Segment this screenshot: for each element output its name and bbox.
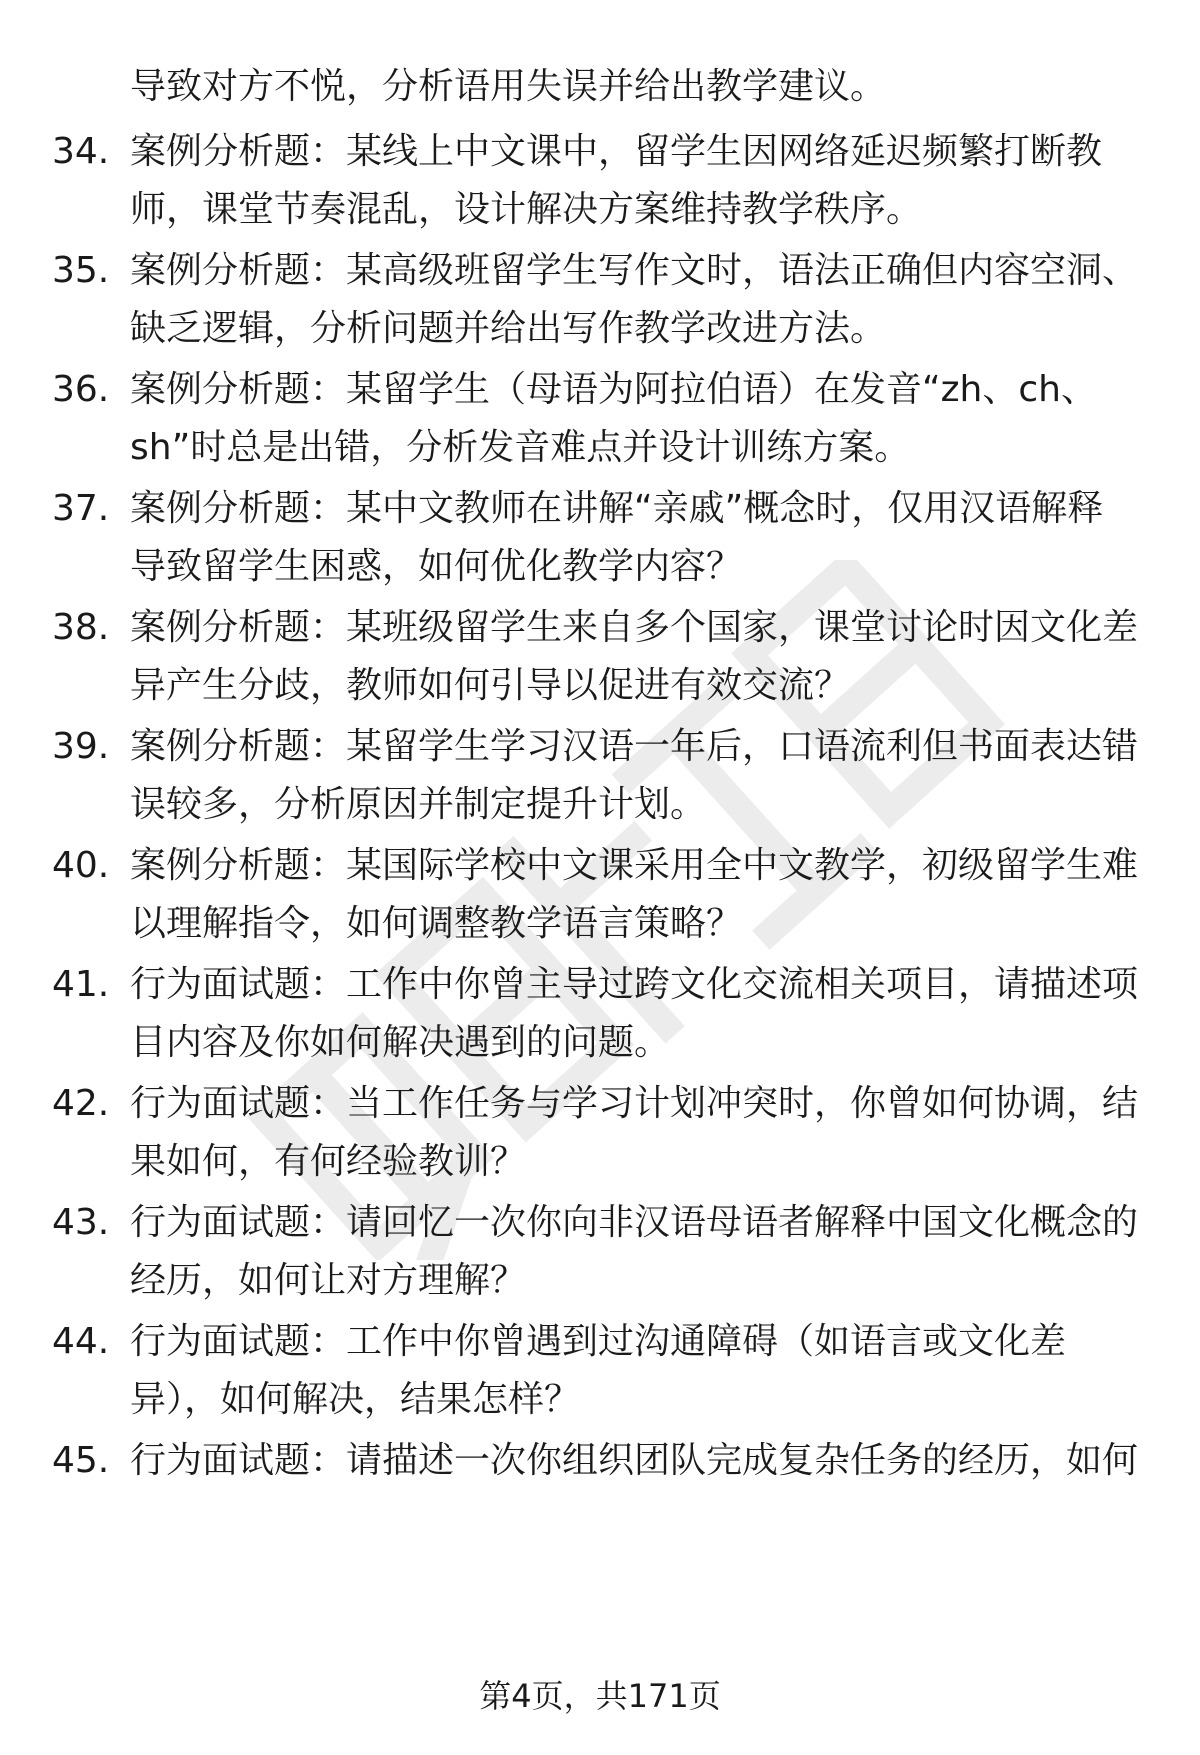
question-text	[130, 599, 1150, 715]
question-number: 43.	[52, 1202, 110, 1243]
question-line: 案例分析题：某高级班留学生写作文时，语法正确但内容空洞、	[130, 250, 1139, 291]
question-line: 案例分析题：某中文教师在讲解“亲戚”概念时，仅用汉语解释	[130, 488, 1104, 529]
question-line: 案例分析题：某线上中文课中，留学生因网络延迟频繁打断教	[130, 131, 1103, 172]
question-line: 以理解指令，如何调整教学语言策略？	[130, 903, 743, 944]
question-line: 导致留学生困惑，如何优化教学内容？	[130, 546, 743, 587]
question-continuation: 导致对方不悦，分析语用失误并给出教学建议。	[130, 66, 887, 107]
question-line: 误较多，分析原因并制定提升计划。	[130, 784, 707, 825]
question-number: 36.	[52, 369, 110, 410]
question-number: 45.	[52, 1440, 110, 1481]
question-number: 44.	[52, 1321, 110, 1362]
question-line: 案例分析题：某留学生学习汉语一年后，口语流利但书面表达错	[130, 726, 1139, 767]
question-line: 目内容及你如何解决遇到的问题。	[130, 1022, 671, 1063]
question-line: sh”时总是出错，分析发音难点并设计训练方案。	[130, 427, 911, 468]
question-text	[130, 1313, 1150, 1429]
question-line: 行为面试题：请描述一次你组织团队完成复杂任务的经历，如何	[130, 1440, 1139, 1481]
question-text	[130, 956, 1150, 1072]
question-text	[130, 1075, 1150, 1191]
question-number: 42.	[52, 1083, 110, 1124]
question-text	[130, 1194, 1150, 1310]
question-text	[130, 123, 1150, 239]
page-footer: 第4页，共171页	[479, 1677, 721, 1715]
question-text	[130, 242, 1150, 358]
question-number: 37.	[52, 488, 110, 529]
question-line: 案例分析题：某国际学校中文课采用全中文教学，初级留学生难	[130, 845, 1139, 886]
question-line: 行为面试题：当工作任务与学习计划冲突时，你曾如何协调，结	[130, 1083, 1139, 1124]
question-number: 40.	[52, 845, 110, 886]
question-line: 异），如何解决，结果怎样？	[130, 1379, 581, 1420]
question-number: 41.	[52, 964, 110, 1005]
question-line: 师，课堂节奏混乱，设计解决方案维持教学秩序。	[130, 189, 923, 230]
question-line: 行为面试题：工作中你曾遇到过沟通障碍（如语言或文化差	[130, 1321, 1067, 1362]
question-line: 果如何，有何经验教训？	[130, 1141, 527, 1182]
question-line: 缺乏逻辑，分析问题并给出写作教学改进方法。	[130, 308, 887, 349]
question-line: 行为面试题：请回忆一次你向非汉语母语者解释中国文化概念的	[130, 1202, 1139, 1243]
question-text	[130, 480, 1150, 596]
question-number: 35.	[52, 250, 110, 291]
question-line: 行为面试题：工作中你曾主导过跨文化交流相关项目，请描述项	[130, 964, 1139, 1005]
question-line: 案例分析题：某留学生（母语为阿拉伯语）在发音“zh、ch、	[130, 369, 1097, 410]
question-number: 34.	[52, 131, 110, 172]
question-text	[130, 1432, 1150, 1490]
question-line: 经历，如何让对方理解？	[130, 1260, 527, 1301]
question-text	[130, 361, 1150, 477]
question-line: 案例分析题：某班级留学生来自多个国家，课堂讨论时因文化差	[130, 607, 1139, 648]
question-line: 异产生分歧，教师如何引导以促进有效交流？	[130, 665, 851, 706]
question-text	[130, 718, 1150, 834]
question-number: 38.	[52, 607, 110, 648]
question-number: 39.	[52, 726, 110, 767]
question-text	[130, 837, 1150, 953]
